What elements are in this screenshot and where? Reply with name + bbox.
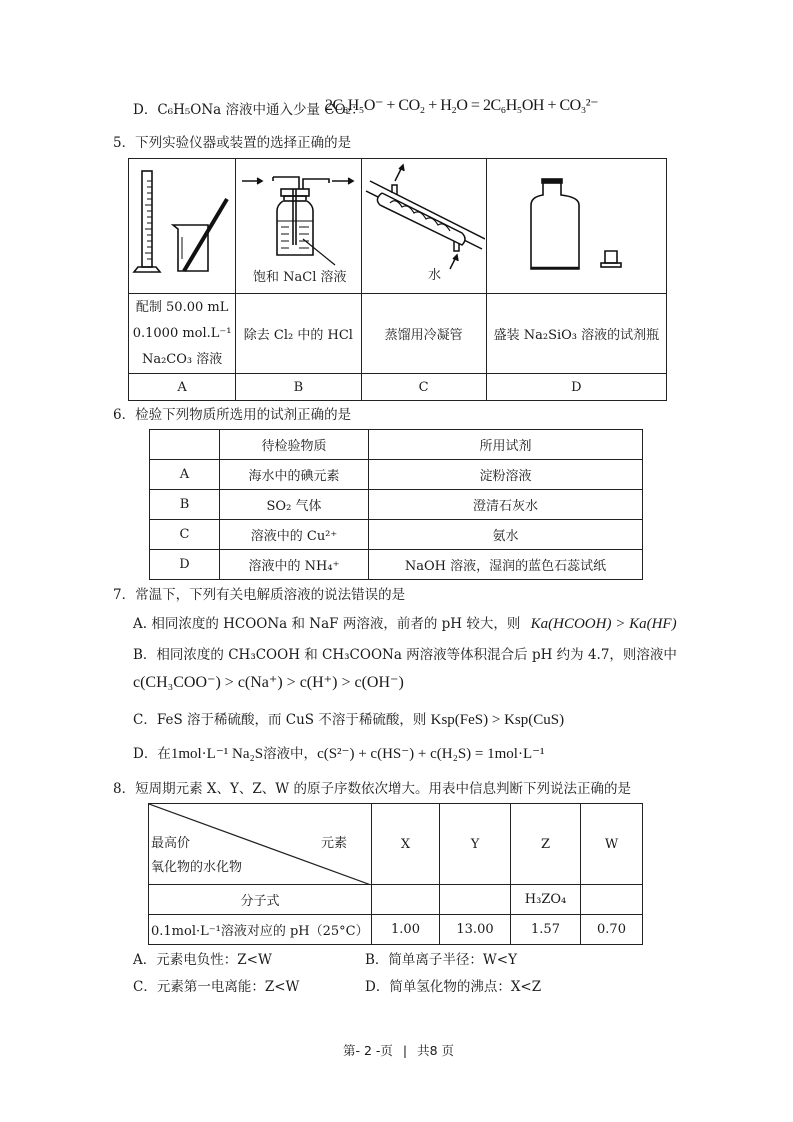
q8-ph-label: 0.1mol·L⁻¹溶液对应的 pH（25°C） [149,915,372,945]
q7-option-d-mid: 溶液中， [263,746,318,762]
reagent-bottle-with-stopper-icon [487,159,665,289]
q5-image-b-label: 饱和 NaCl 溶液 [252,270,347,285]
q5-letter-b: B [236,374,361,401]
q8-element-table [148,803,643,945]
q5-image-c [361,159,486,294]
q8-option-b: B．简单离子半径：W<Y [365,952,518,968]
q8-ph-w: 0.70 [581,915,643,945]
q8-ph-x: 1.00 [372,915,440,945]
q6-header-0 [150,430,220,460]
q5-desc-c: 蒸馏用冷凝管 [361,294,486,374]
q7-stem [113,583,405,603]
q6-cell-letter: B [150,490,220,520]
q5-apparatus-table [128,158,667,401]
q6-header-row [150,430,643,460]
footer-separator: | [402,1043,408,1058]
q5-desc-a [129,294,236,374]
q8-number: 8． [113,781,136,797]
q5-desc-a-line3: Na₂CO₃ 溶液 [141,351,223,367]
table-row [150,490,643,520]
q6-cell-reagent: 氨水 [369,520,643,550]
q7-option-d [133,742,545,763]
page-total: 共8 页 [417,1043,455,1058]
q6-cell-letter: D [150,550,220,580]
q8-ph-z: 1.57 [511,915,581,945]
q8-ph-y: 13.00 [440,915,511,945]
q5-letter-c: C [361,374,486,401]
q6-reagent-table [149,429,643,580]
q5-desc-d: 盛装 Na₂SiO₃ 溶液的试剂瓶 [486,294,666,374]
q4-equation: 2C₆H₅O⁻ + CO₂ + H₂O = 2C₆H₅OH + CO₃²⁻ [325,97,599,114]
table-row [150,460,643,490]
q5-letter-d: D [486,374,666,401]
q4-option-d-text: C₆H₅ONa 溶液中通入少量 CO₂： [157,102,365,118]
q8-option-c: C．元素第一电离能：Z<W [133,979,300,995]
q5-desc-a-line2: 0.1000 mol.L⁻¹ [132,325,232,341]
q6-cell-reagent: 澄清石灰水 [369,490,643,520]
q8-stem [113,777,631,797]
q5-desc-a-line1: 配制 50.00 mL [135,299,229,315]
graduated-cylinder-and-beaker-icon [130,159,235,289]
q5-stem [113,131,351,151]
q8-option-a: A．元素电负性：Z<W [133,952,272,968]
q5-number: 5． [113,135,136,151]
q5-stem-text: 下列实验仪器或装置的选择正确的是 [135,135,352,151]
q8-element-x: X [372,804,440,885]
q6-number: 6． [113,407,136,423]
q8-corner-label-element: 元素 [321,836,348,851]
q8-element-w: W [581,804,643,885]
q8-corner-cell [149,804,372,885]
q6-stem [113,403,351,423]
q7-option-a-text: A. 相同浓度的 HCOONa 和 NaF 两溶液，前者的 pH 较大，则 [133,616,521,632]
condenser-tube-icon [362,159,485,289]
q8-element-y: Y [440,804,511,885]
q4-option-d-label: D． [133,102,158,118]
q7-option-c-text: C．FeS 溶于稀硫酸，而 CuS 不溶于稀硫酸，则 [133,712,427,728]
q7-option-a-formula: Ka(HCOOH) > Ka(HF) [530,616,677,632]
q8-formula-z: H₃ZO₄ [511,885,581,915]
q5-image-a [129,159,236,294]
q6-header-1: 待检验物质 [220,430,369,460]
q7-option-d-formula: c(S²⁻) + c(HS⁻) + c(H₂S) = 1mol·L⁻¹ [317,746,545,762]
q5-image-d [486,159,666,294]
q5-image-c-label: 水 [428,268,442,283]
q5-letter-a: A [129,374,236,401]
q7-option-c-formula: Ksp(FeS) > Ksp(CuS) [430,712,565,728]
q7-option-a [133,612,677,633]
q7-number: 7． [113,587,136,603]
q8-formula-x [372,885,440,915]
q6-stem-text: 检验下列物质所选用的试剂正确的是 [135,407,352,423]
table-row [150,520,643,550]
q6-cell-substance: 海水中的碘元素 [220,460,369,490]
q8-corner-label-1: 最高价 [151,836,191,851]
q8-corner-label-2: 氧化物的水化物 [151,860,243,875]
q6-cell-reagent: NaOH 溶液，湿润的蓝色石蕊试纸 [369,550,643,580]
q8-formula-w [581,885,643,915]
table-row [150,550,643,580]
q7-option-d-conc: 1mol·L⁻¹ Na₂S [170,746,264,762]
q5-image-b [236,159,361,294]
q6-cell-reagent: 淀粉溶液 [369,460,643,490]
q6-cell-substance: 溶液中的 Cu²⁺ [220,520,369,550]
q8-stem-text: 短周期元素 X、Y、Z、W 的原子序数依次增大。用表中信息判断下列说法正确的是 [135,781,631,797]
q7-stem-text: 常温下，下列有关电解质溶液的说法错误的是 [135,587,406,603]
q8-formula-y [440,885,511,915]
q6-header-2: 所用试剂 [369,430,643,460]
q7-option-b-formula: c(CH₃COO⁻) > c(Na⁺) > c(H⁺) > c(OH⁻) [133,674,404,691]
page-footer [343,1041,454,1059]
q6-cell-substance: 溶液中的 NH₄⁺ [220,550,369,580]
q7-option-c [133,708,564,729]
q7-option-b: B．相同浓度的 CH₃COOH 和 CH₃COONa 两溶液等体积混合后 pH 约为 4.7，则溶液中 [133,647,677,663]
q8-formula-label: 分子式 [149,885,372,915]
q5-desc-b: 除去 Cl₂ 中的 HCl [236,294,361,374]
page-number: 第- 2 -页 [343,1043,393,1058]
q7-option-d-pre: D．在 [133,746,171,762]
gas-washing-bottle-icon [237,159,360,289]
q6-cell-substance: SO₂ 气体 [220,490,369,520]
q8-element-z: Z [511,804,581,885]
q6-cell-letter: C [150,520,220,550]
q8-option-d: D．简单氢化物的沸点：X<Z [365,979,542,995]
q6-cell-letter: A [150,460,220,490]
